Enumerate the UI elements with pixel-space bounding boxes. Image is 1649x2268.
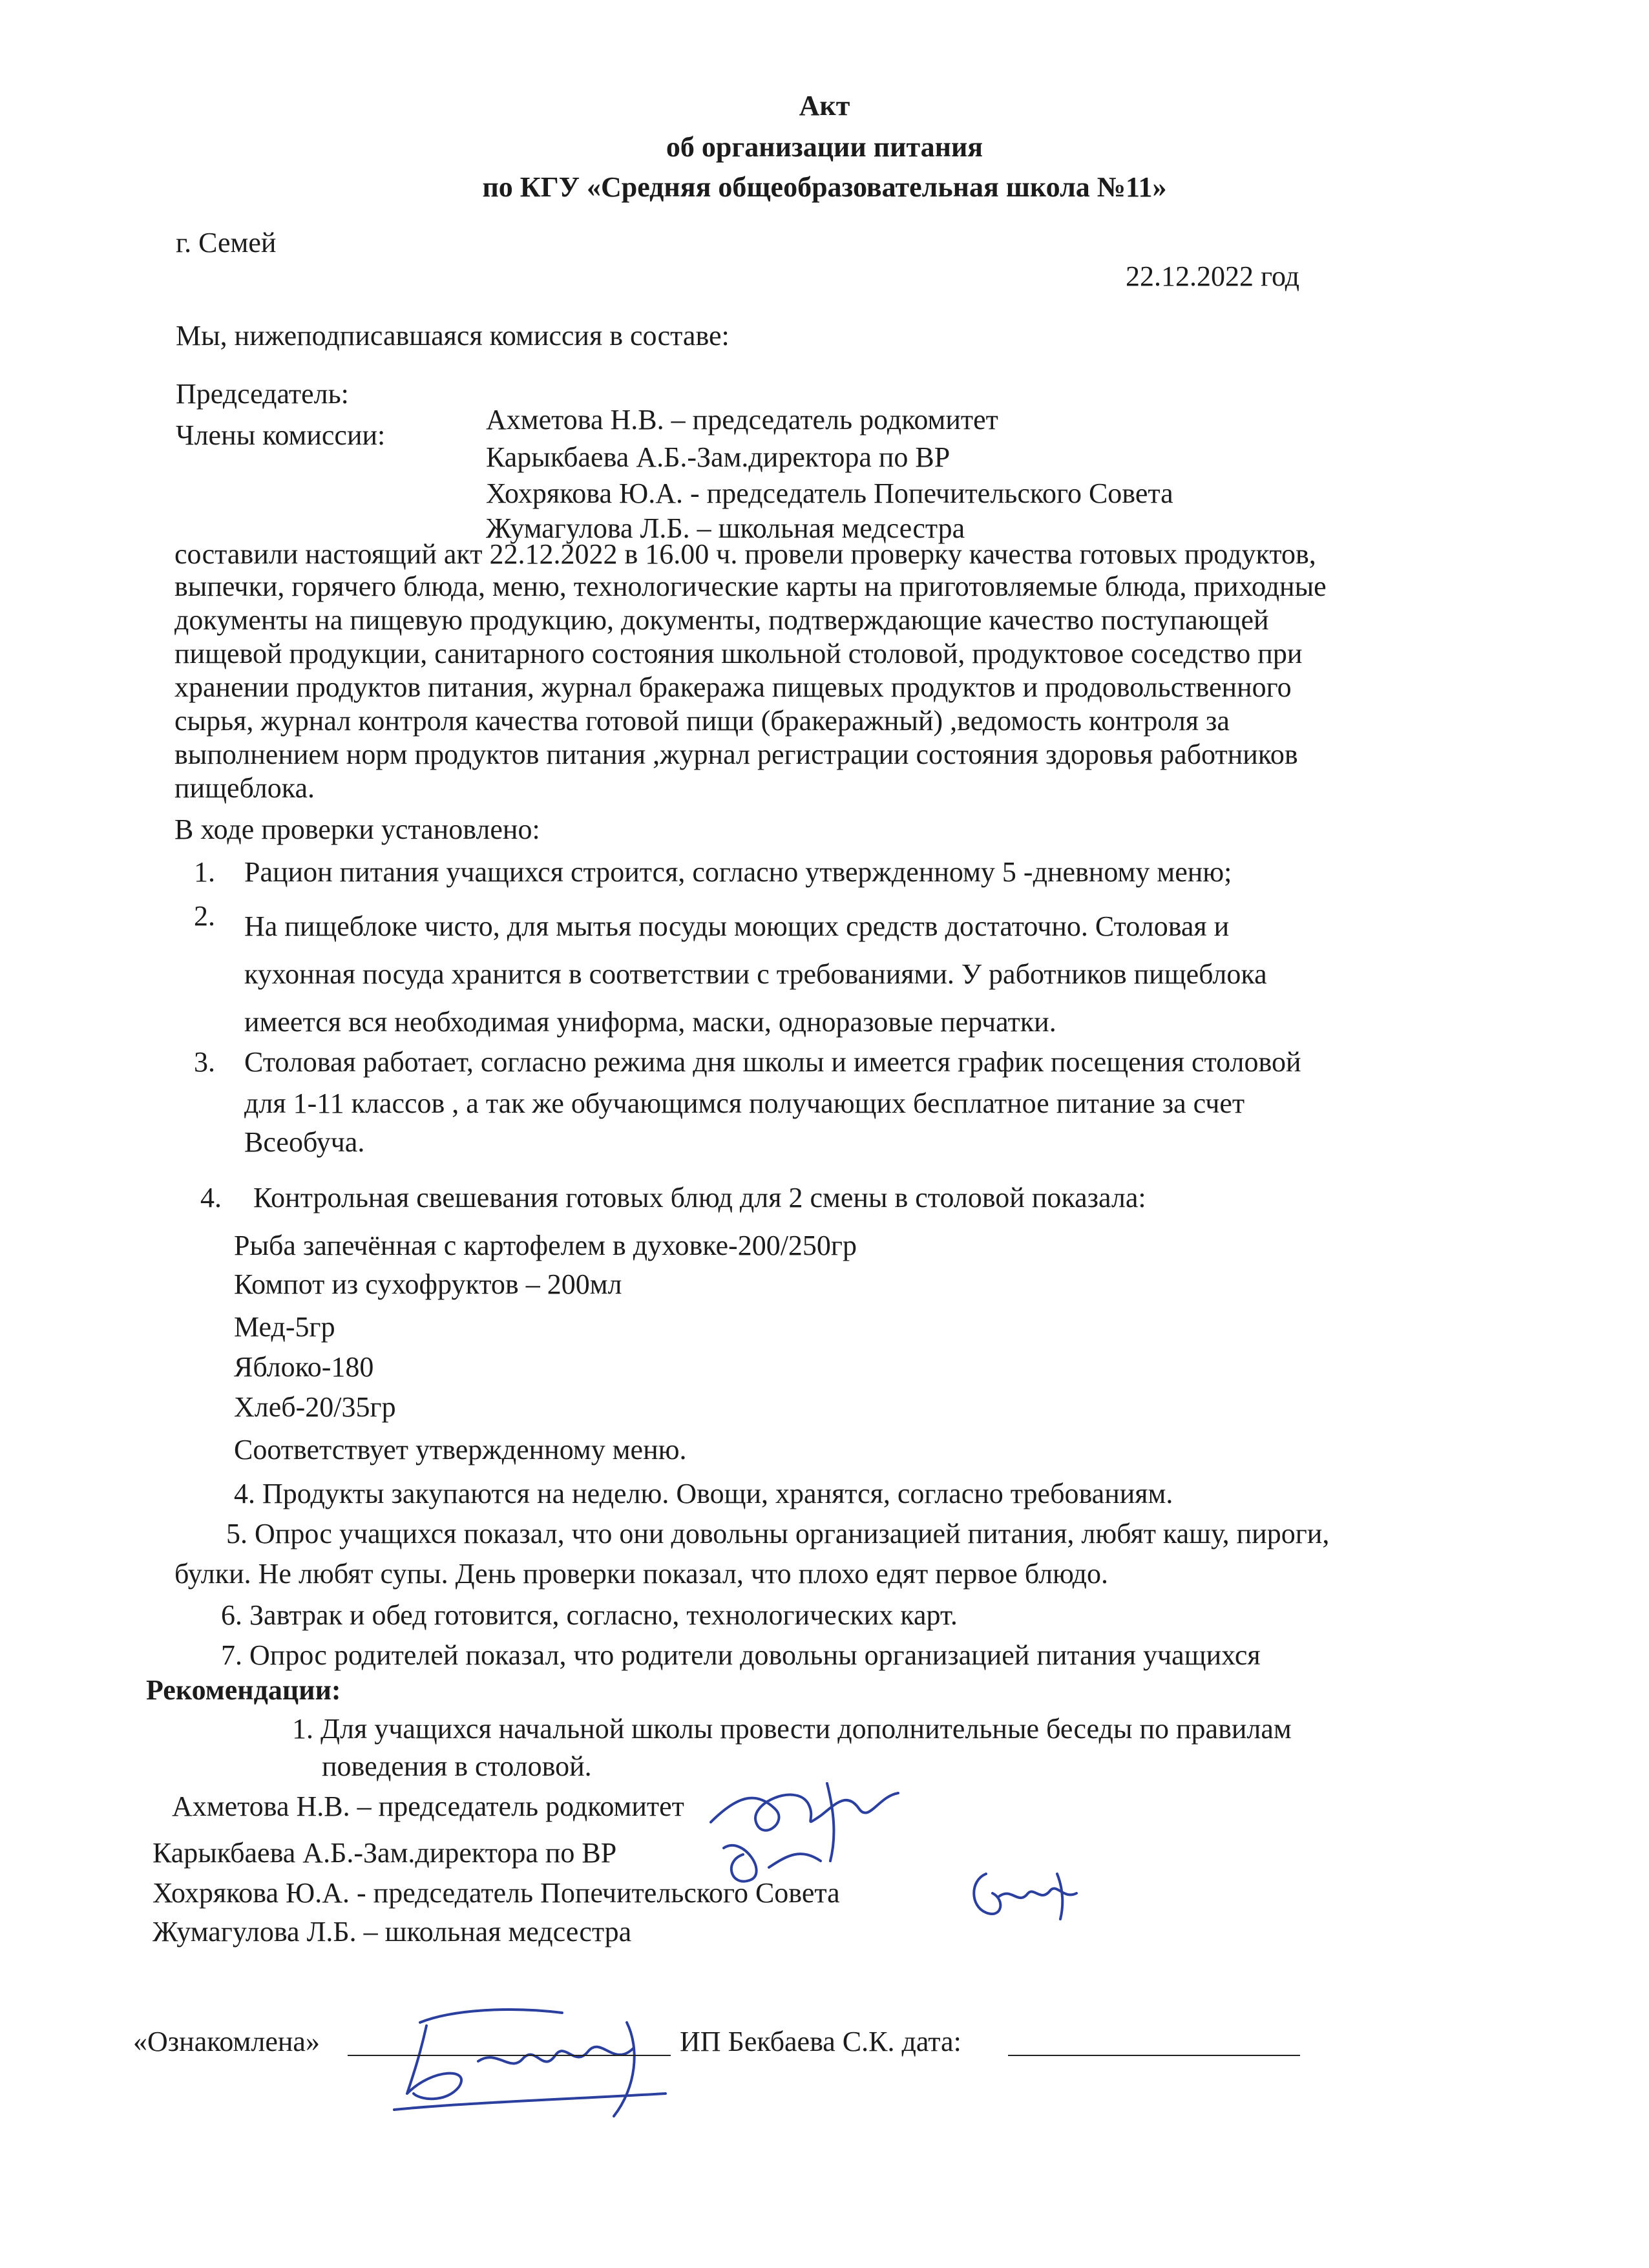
member-1: Карыкбаева А.Б.-Зам.директора по ВР [486, 441, 951, 473]
doc-date: 22.12.2022 год [1126, 260, 1300, 292]
signatory-1: Ахметова Н.В. – председатель родкомитет [172, 1790, 684, 1822]
acknowledged-label: «Ознакомлена» [133, 2026, 320, 2057]
signature-line [348, 2055, 671, 2056]
signatory-2: Карыкбаева А.Б.-Зам.директора по ВР [152, 1837, 617, 1869]
body-line: сырья, журнал контроля качества готовой пищи (бракеражный) ,ведомость контроля за [174, 705, 1230, 737]
signature-khokhryakova [967, 1861, 1083, 1926]
finding-meals: 6. Завтрак и обед готовится, согласно, технологических карт. [221, 1599, 958, 1631]
finding-products: 4. Продукты закупаются на неделю. Овощи, хранятся, согласно требованиям. [234, 1478, 1173, 1509]
finding-2: имеется вся необходимая униформа, маски, одноразовые перчатки. [244, 1006, 1056, 1038]
body-line: документы на пищевую продукцию, документы, подтверждающие качество поступающей [174, 604, 1269, 636]
finding-number: 2. [194, 900, 215, 932]
finding-number: 3. [194, 1046, 215, 1078]
member-3: Жумагулова Л.Б. – школьная медсестра [486, 512, 965, 544]
body-line: составили настоящий акт 22.12.2022 в 16.00 ч. провели проверку качества готовых продуктов, [174, 538, 1316, 570]
menu-item: Мед-5гр [234, 1311, 335, 1343]
body-line: пищевой продукции, санитарного состояния школьной столовой, продуктовое соседство при [174, 638, 1303, 669]
menu-item: Хлеб-20/35гр [234, 1391, 396, 1423]
member-2: Хохрякова Ю.А. - председатель Попечительского Совета [486, 478, 1173, 509]
findings-title: В ходе проверки установлено: [174, 814, 540, 845]
menu-item: Рыба запечённая с картофелем в духовке-200/250гр [234, 1230, 857, 1261]
signatory-3: Хохрякова Ю.А. - председатель Попечительского Совета [152, 1877, 840, 1909]
finding-3: Столовая работает, согласно режима дня школы и имеется график посещения столовой [244, 1046, 1301, 1078]
signature-akhmetova [698, 1770, 911, 1893]
recommendation-1: 1. Для учащихся начальной школы провести дополнительные беседы по правилам [292, 1713, 1292, 1745]
body-line: выполнением норм продуктов питания ,журнал регистрации состояния здоровья работников [174, 739, 1298, 770]
signatory-4: Жумагулова Л.Б. – школьная медсестра [152, 1916, 632, 1948]
doc-school: по КГУ «Средняя общеобразовательная школа №11» [482, 171, 1167, 203]
chair-name: Ахметова Н.В. – председатель родкомитет [486, 404, 998, 436]
menu-compliance: Соответствует утвержденному меню. [234, 1434, 687, 1465]
menu-item: Яблоко-180 [234, 1351, 374, 1383]
members-label: Члены комиссии: [176, 419, 386, 451]
finding-2: кухонная посуда хранится в соответствии с требованиями. У работников пищеблока [244, 958, 1267, 990]
finding-1: Рацион питания учащихся строится, согласно утвержденному 5 -дневному меню; [244, 856, 1232, 888]
doc-subtitle: об организации питания [666, 131, 983, 163]
finding-3: для 1-11 классов , а так же обучающимся получающих бесплатное питание за счет [244, 1087, 1245, 1119]
finding-number: 1. [194, 856, 215, 888]
date-line [1008, 2055, 1300, 2056]
city: г. Семей [176, 227, 277, 258]
body-line: пищеблока. [174, 772, 315, 804]
recommendation-1: поведения в столовой. [322, 1750, 592, 1782]
intro-line: Мы, нижеподписавшаяся комиссия в составе: [176, 320, 730, 352]
acknowledged-name: ИП Бекбаева С.К. дата: [680, 2026, 961, 2057]
doc-title: Акт [799, 90, 850, 121]
finding-3: Всеобуча. [244, 1126, 365, 1158]
signature-bekbaeva [381, 1997, 691, 2126]
menu-item: Компот из сухофруктов – 200мл [234, 1268, 622, 1300]
chair-label: Председатель: [176, 378, 349, 410]
finding-number: 4. [200, 1182, 222, 1213]
finding-survey: 5. Опрос учащихся показал, что они довольны организацией питания, любят кашу, пироги, [226, 1518, 1330, 1549]
finding-parents: 7. Опрос родителей показал, что родители довольны организацией питания учащихся [221, 1639, 1261, 1671]
body-line: выпечки, горячего блюда, меню, технологические карты на приготовляемые блюда, приходные [174, 571, 1327, 602]
body-line: хранении продуктов питания, журнал бракеража пищевых продуктов и продовольственного [174, 671, 1292, 703]
finding-2: На пищеблоке чисто, для мытья посуды моющих средств достаточно. Столовая и [244, 910, 1230, 942]
finding-4: Контрольная свешевания готовых блюд для 2 смены в столовой показала: [253, 1182, 1146, 1213]
recommendations-title: Рекомендации: [146, 1674, 341, 1706]
finding-survey: булки. Не любят супы. День проверки показал, что плохо едят первое блюдо. [174, 1558, 1109, 1590]
